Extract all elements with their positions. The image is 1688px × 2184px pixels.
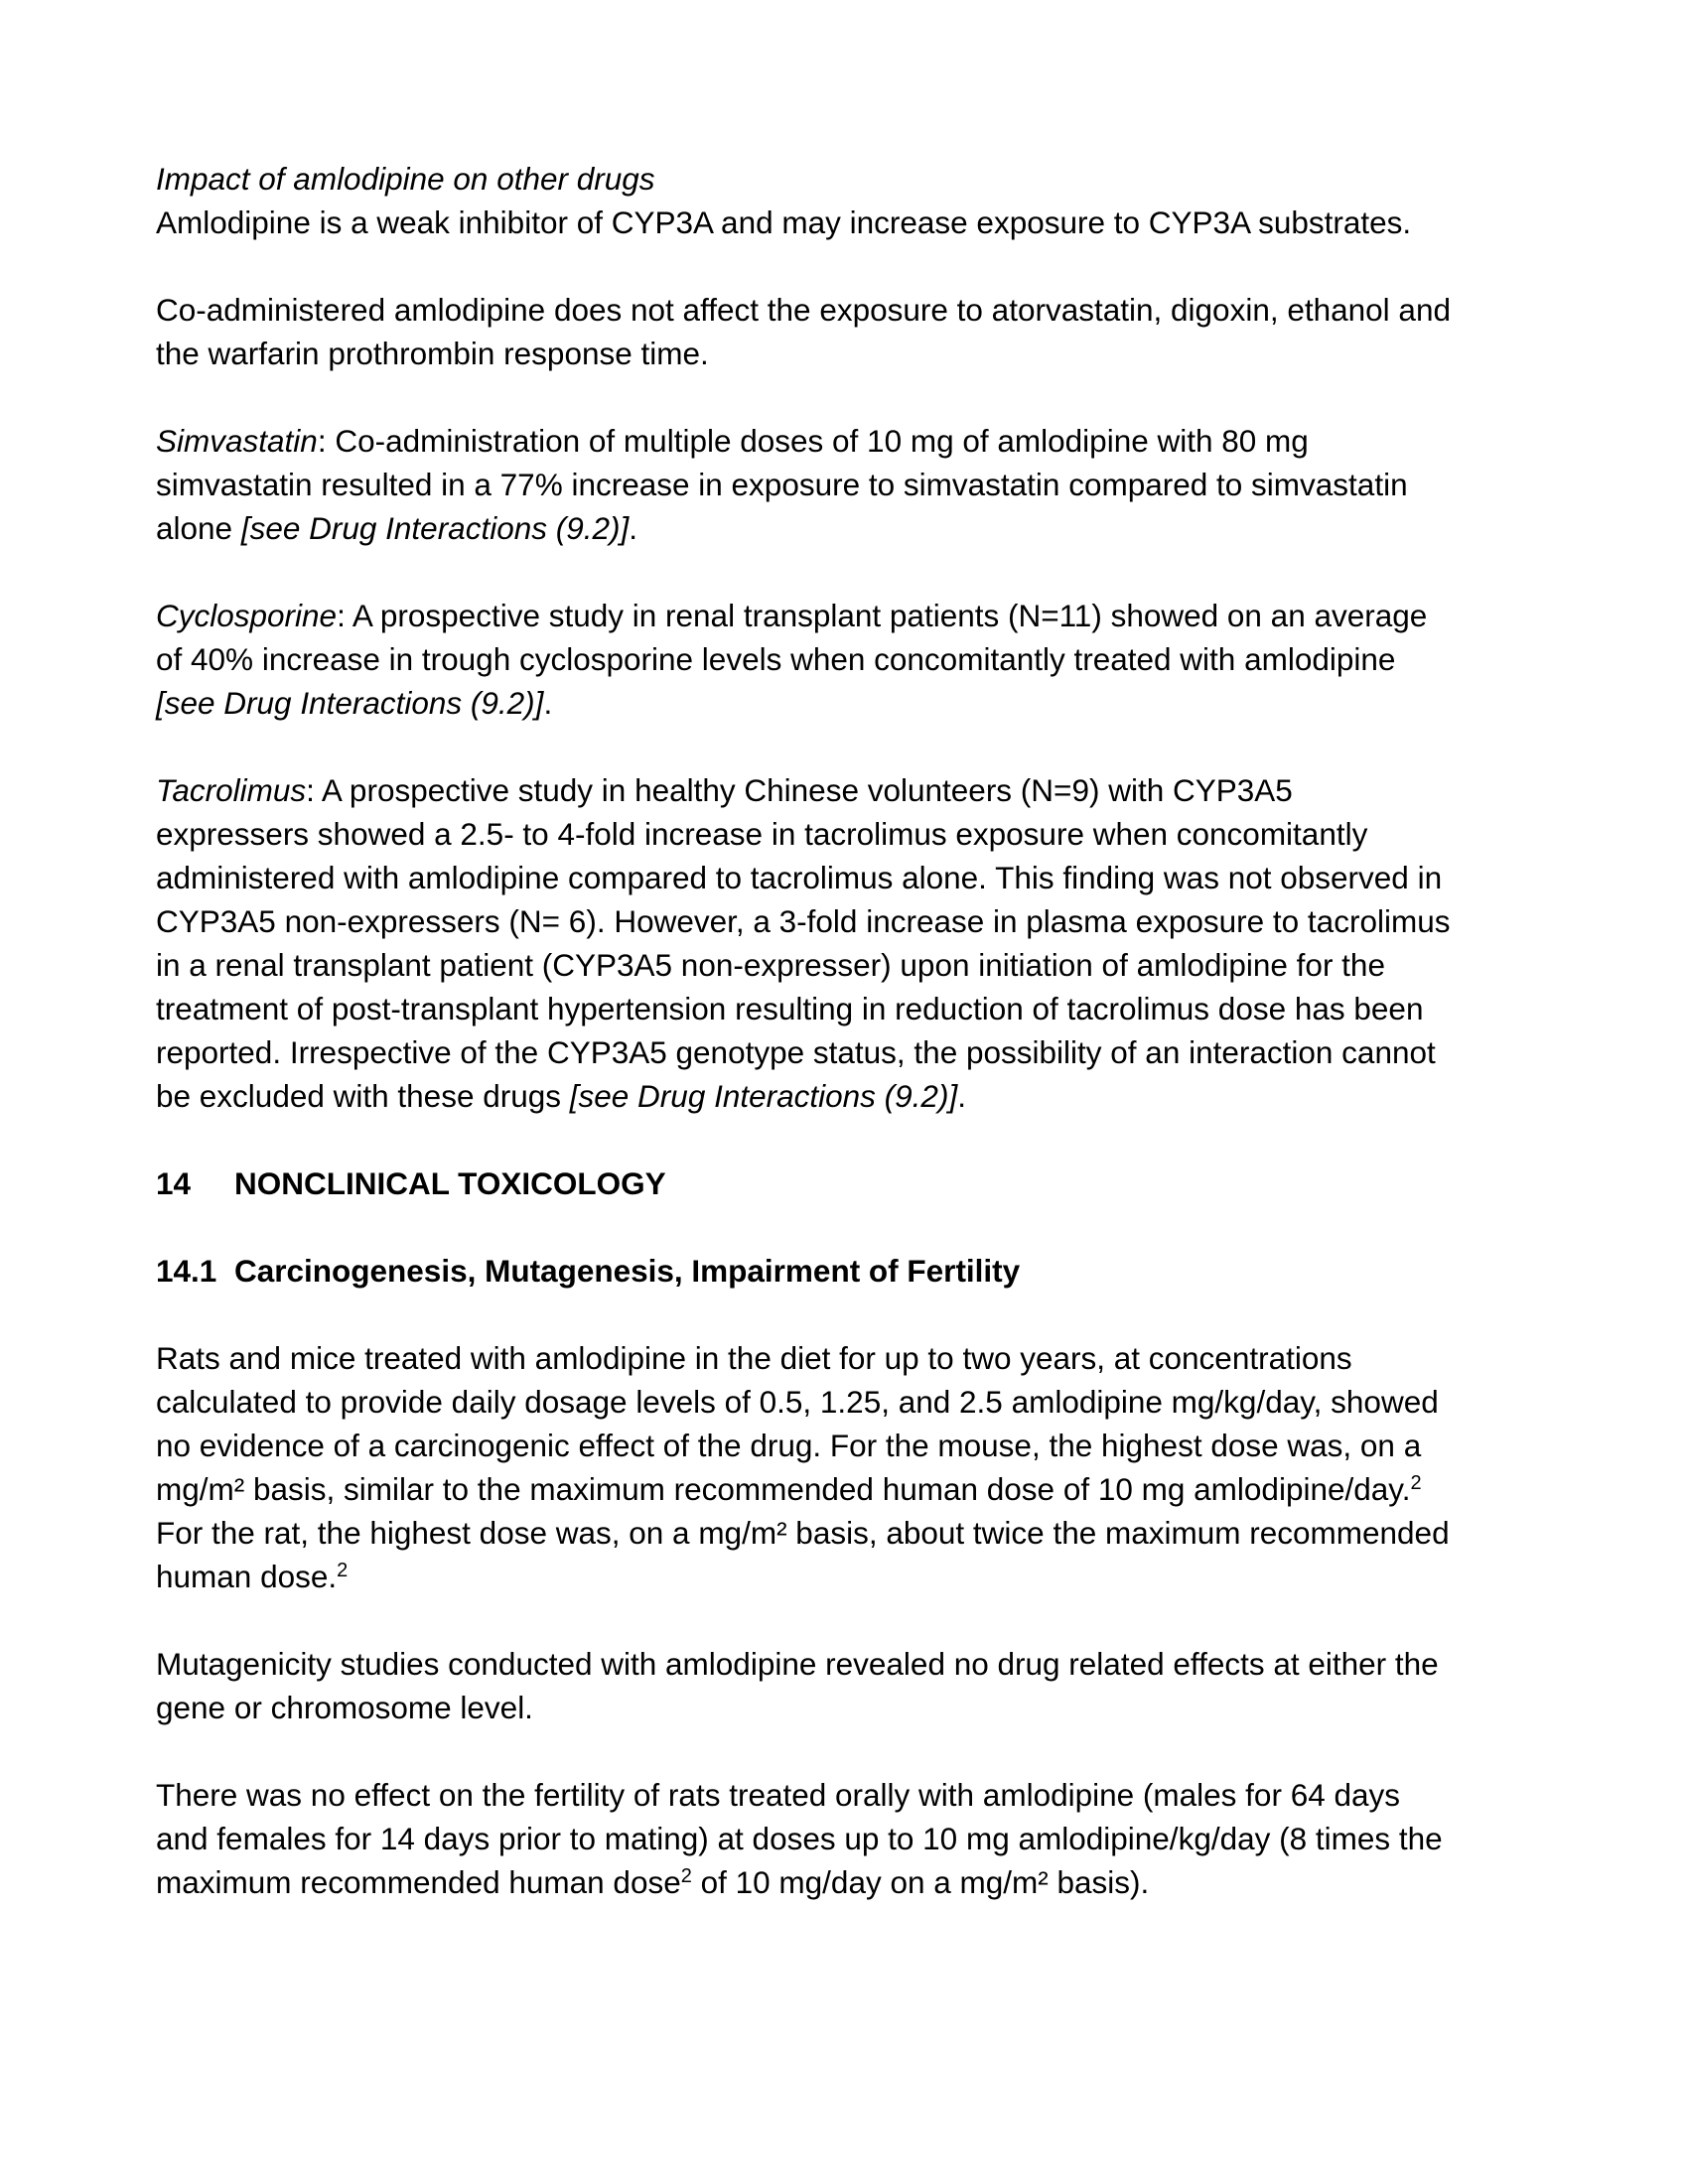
text-fragment: : A prospective study in healthy Chinese volunteers (N=9) with CYP3A5 [306, 772, 1293, 808]
section-heading [156, 1161, 1546, 1205]
simvastatin-paragraph [156, 419, 1546, 550]
footnote-marker: 2 [680, 1865, 692, 1887]
text-line: Mutagenicity studies conducted with amlodipine revealed no drug related effects at either the [156, 1646, 1439, 1682]
text-line: calculated to provide daily dosage levels of 0.5, 1.25, and 2.5 amlodipine mg/kg/day, showed [156, 1384, 1439, 1420]
text-line: in a renal transplant patient (CYP3A5 non-expresser) upon initiation of amlodipine for the [156, 947, 1385, 983]
footnote-marker: 2 [1410, 1472, 1422, 1494]
cross-reference: [see Drug Interactions (9.2)] [569, 1078, 958, 1114]
text-line: no evidence of a carcinogenic effect of the drug. For the mouse, the highest dose was, on a [156, 1428, 1422, 1463]
text-fragment: . [957, 1078, 966, 1114]
text-line: the warfarin prothrombin response time. [156, 336, 709, 371]
text-line: For the rat, the highest dose was, on a mg/m² basis, about twice the maximum recommended [156, 1515, 1450, 1551]
section-number: 14 [156, 1165, 192, 1201]
impact-subheading: Impact of amlodipine on other drugs [156, 161, 655, 197]
text-line: There was no effect on the fertility of rats treated orally with amlodipine (males for 64 days [156, 1777, 1401, 1813]
text-fragment: be excluded with these drugs [156, 1078, 570, 1114]
coadmin-paragraph [156, 288, 1546, 375]
subsection-heading [156, 1249, 1546, 1293]
text-line [156, 1860, 1546, 1904]
text-line [156, 1074, 1546, 1118]
text-line [156, 768, 1546, 812]
text-line: and females for 14 days prior to mating) at doses up to 10 mg amlodipine/kg/day (8 times the [156, 1821, 1443, 1856]
text-line [156, 1555, 1546, 1598]
text-line: of 40% increase in trough cyclosporine levels when concomitantly treated with amlodipine [156, 641, 1396, 677]
impact-paragraph [156, 157, 1546, 244]
drug-term: Tacrolimus [156, 772, 307, 808]
text-fragment: : A prospective study in renal transplant patients (N=11) showed on an average [337, 598, 1428, 633]
mutagenicity-paragraph [156, 1642, 1546, 1729]
text-fragment: alone [156, 510, 241, 546]
text-fragment: : Co-administration of multiple doses of 10 mg of amlodipine with 80 mg [317, 423, 1309, 459]
text-line [156, 419, 1546, 463]
text-line: expressers showed a 2.5- to 4-fold increase in tacrolimus exposure when concomitantly [156, 816, 1368, 852]
text-line: CYP3A5 non-expressers (N= 6). However, a 3-fold increase in plasma exposure to tacrolimus [156, 903, 1451, 939]
document-page [156, 157, 1546, 1904]
text-line: Amlodipine is a weak inhibitor of CYP3A and may increase exposure to CYP3A substrates. [156, 205, 1412, 240]
cross-reference: [see Drug Interactions (9.2)] [156, 685, 544, 721]
text-line [156, 594, 1546, 637]
text-fragment: maximum recommended human dose [156, 1864, 681, 1900]
text-line [156, 1467, 1546, 1511]
text-line: simvastatin resulted in a 77% increase in exposure to simvastatin compared to simvastatin [156, 467, 1408, 502]
drug-term: Cyclosporine [156, 598, 338, 633]
tacrolimus-paragraph [156, 768, 1546, 1118]
drug-term: Simvastatin [156, 423, 318, 459]
text-line: Rats and mice treated with amlodipine in the diet for up to two years, at concentrations [156, 1340, 1352, 1376]
text-line: gene or chromosome level. [156, 1690, 533, 1725]
subsection-number: 14.1 [156, 1253, 217, 1289]
text-fragment: of 10 mg/day on a mg/m² basis). [691, 1864, 1150, 1900]
text-fragment: . [629, 510, 638, 546]
footnote-marker: 2 [337, 1560, 349, 1581]
cross-reference: [see Drug Interactions (9.2)] [240, 510, 630, 546]
fertility-paragraph [156, 1773, 1546, 1904]
text-line [156, 506, 1546, 550]
subsection-title: Carcinogenesis, Mutagenesis, Impairment of Fertility [234, 1253, 1021, 1289]
text-line: treatment of post-transplant hypertension resulting in reduction of tacrolimus dose has been [156, 991, 1424, 1026]
text-fragment: mg/m² basis, similar to the maximum recommended human dose of 10 mg amlodipine/day. [156, 1471, 1411, 1507]
text-line: Co-administered amlodipine does not affect the exposure to atorvastatin, digoxin, ethanol and [156, 292, 1451, 328]
text-fragment: . [543, 685, 553, 721]
text-line: administered with amlodipine compared to tacrolimus alone. This finding was not observed in [156, 860, 1443, 895]
text-fragment: human dose. [156, 1559, 338, 1594]
carcinogenesis-paragraph [156, 1336, 1546, 1598]
text-line [156, 681, 1546, 725]
cyclosporine-paragraph [156, 594, 1546, 725]
section-title: NONCLINICAL TOXICOLOGY [234, 1165, 666, 1201]
text-line: reported. Irrespective of the CYP3A5 genotype status, the possibility of an interaction cannot [156, 1034, 1436, 1070]
